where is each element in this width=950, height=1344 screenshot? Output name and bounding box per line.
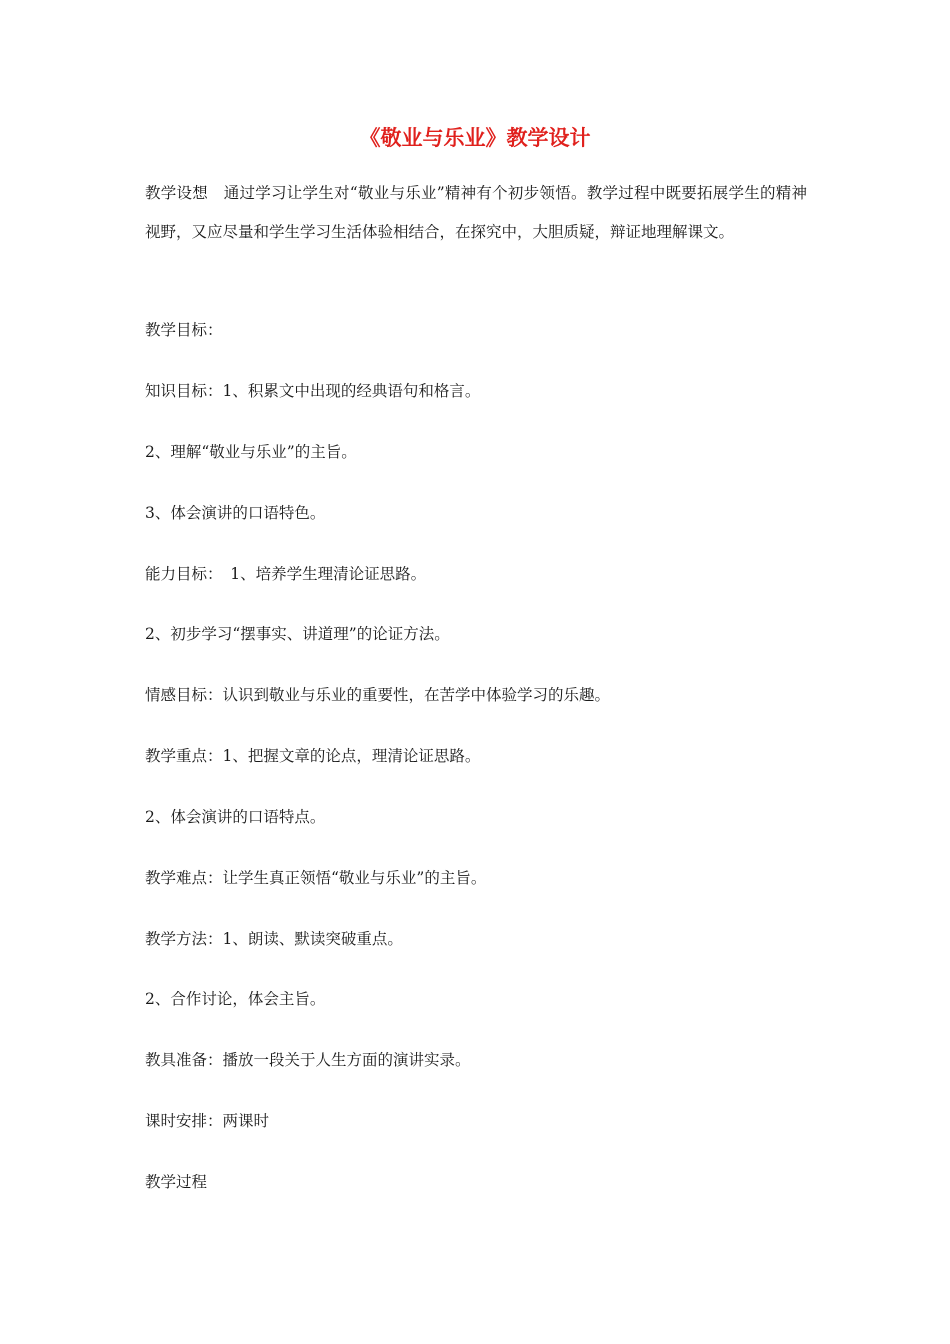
document-title: 《敬业与乐业》教学设计 [359, 126, 591, 150]
ability-goal-2: 2、初步学习“摆事实、讲道理”的论证方法。 [145, 625, 450, 643]
teaching-concept-paragraph: 教学设想 通过学习让学生对“敬业与乐业”精神有个初步领悟。教学过程中既要拓展学生的精神视野，又应尽量和学生学习生活体验相结合，在探究中，大胆质疑，辩证地理解课文。 [145, 184, 807, 241]
knowledge-goal-2: 2、理解“敬业与乐业”的主旨。 [145, 443, 357, 461]
teaching-process-heading: 教学过程 [145, 1173, 208, 1191]
knowledge-goal-1: 知识目标：1、积累文中出现的经典语句和格言。 [145, 382, 481, 400]
difficult-point: 教学难点：让学生真正领悟“敬业与乐业”的主旨。 [145, 869, 487, 887]
teaching-aids: 教具准备：播放一段关于人生方面的演讲实录。 [145, 1051, 471, 1069]
key-point-2: 2、体会演讲的口语特点。 [145, 808, 326, 826]
key-point-1: 教学重点：1、把握文章的论点，理清论证思路。 [145, 747, 481, 765]
emotional-goal: 情感目标：认识到敬业与乐业的重要性，在苦学中体验学习的乐趣。 [145, 686, 611, 704]
teaching-method-1: 教学方法：1、朗读、默读突破重点。 [145, 930, 403, 948]
class-schedule: 课时安排：两课时 [145, 1112, 270, 1130]
knowledge-goal-3: 3、体会演讲的口语特色。 [145, 504, 326, 522]
teaching-goals-heading: 教学目标： [145, 321, 223, 339]
teaching-method-2: 2、合作讨论，体会主旨。 [145, 990, 326, 1008]
ability-goal-1: 能力目标： 1、培养学生理清论证思路。 [145, 565, 427, 583]
